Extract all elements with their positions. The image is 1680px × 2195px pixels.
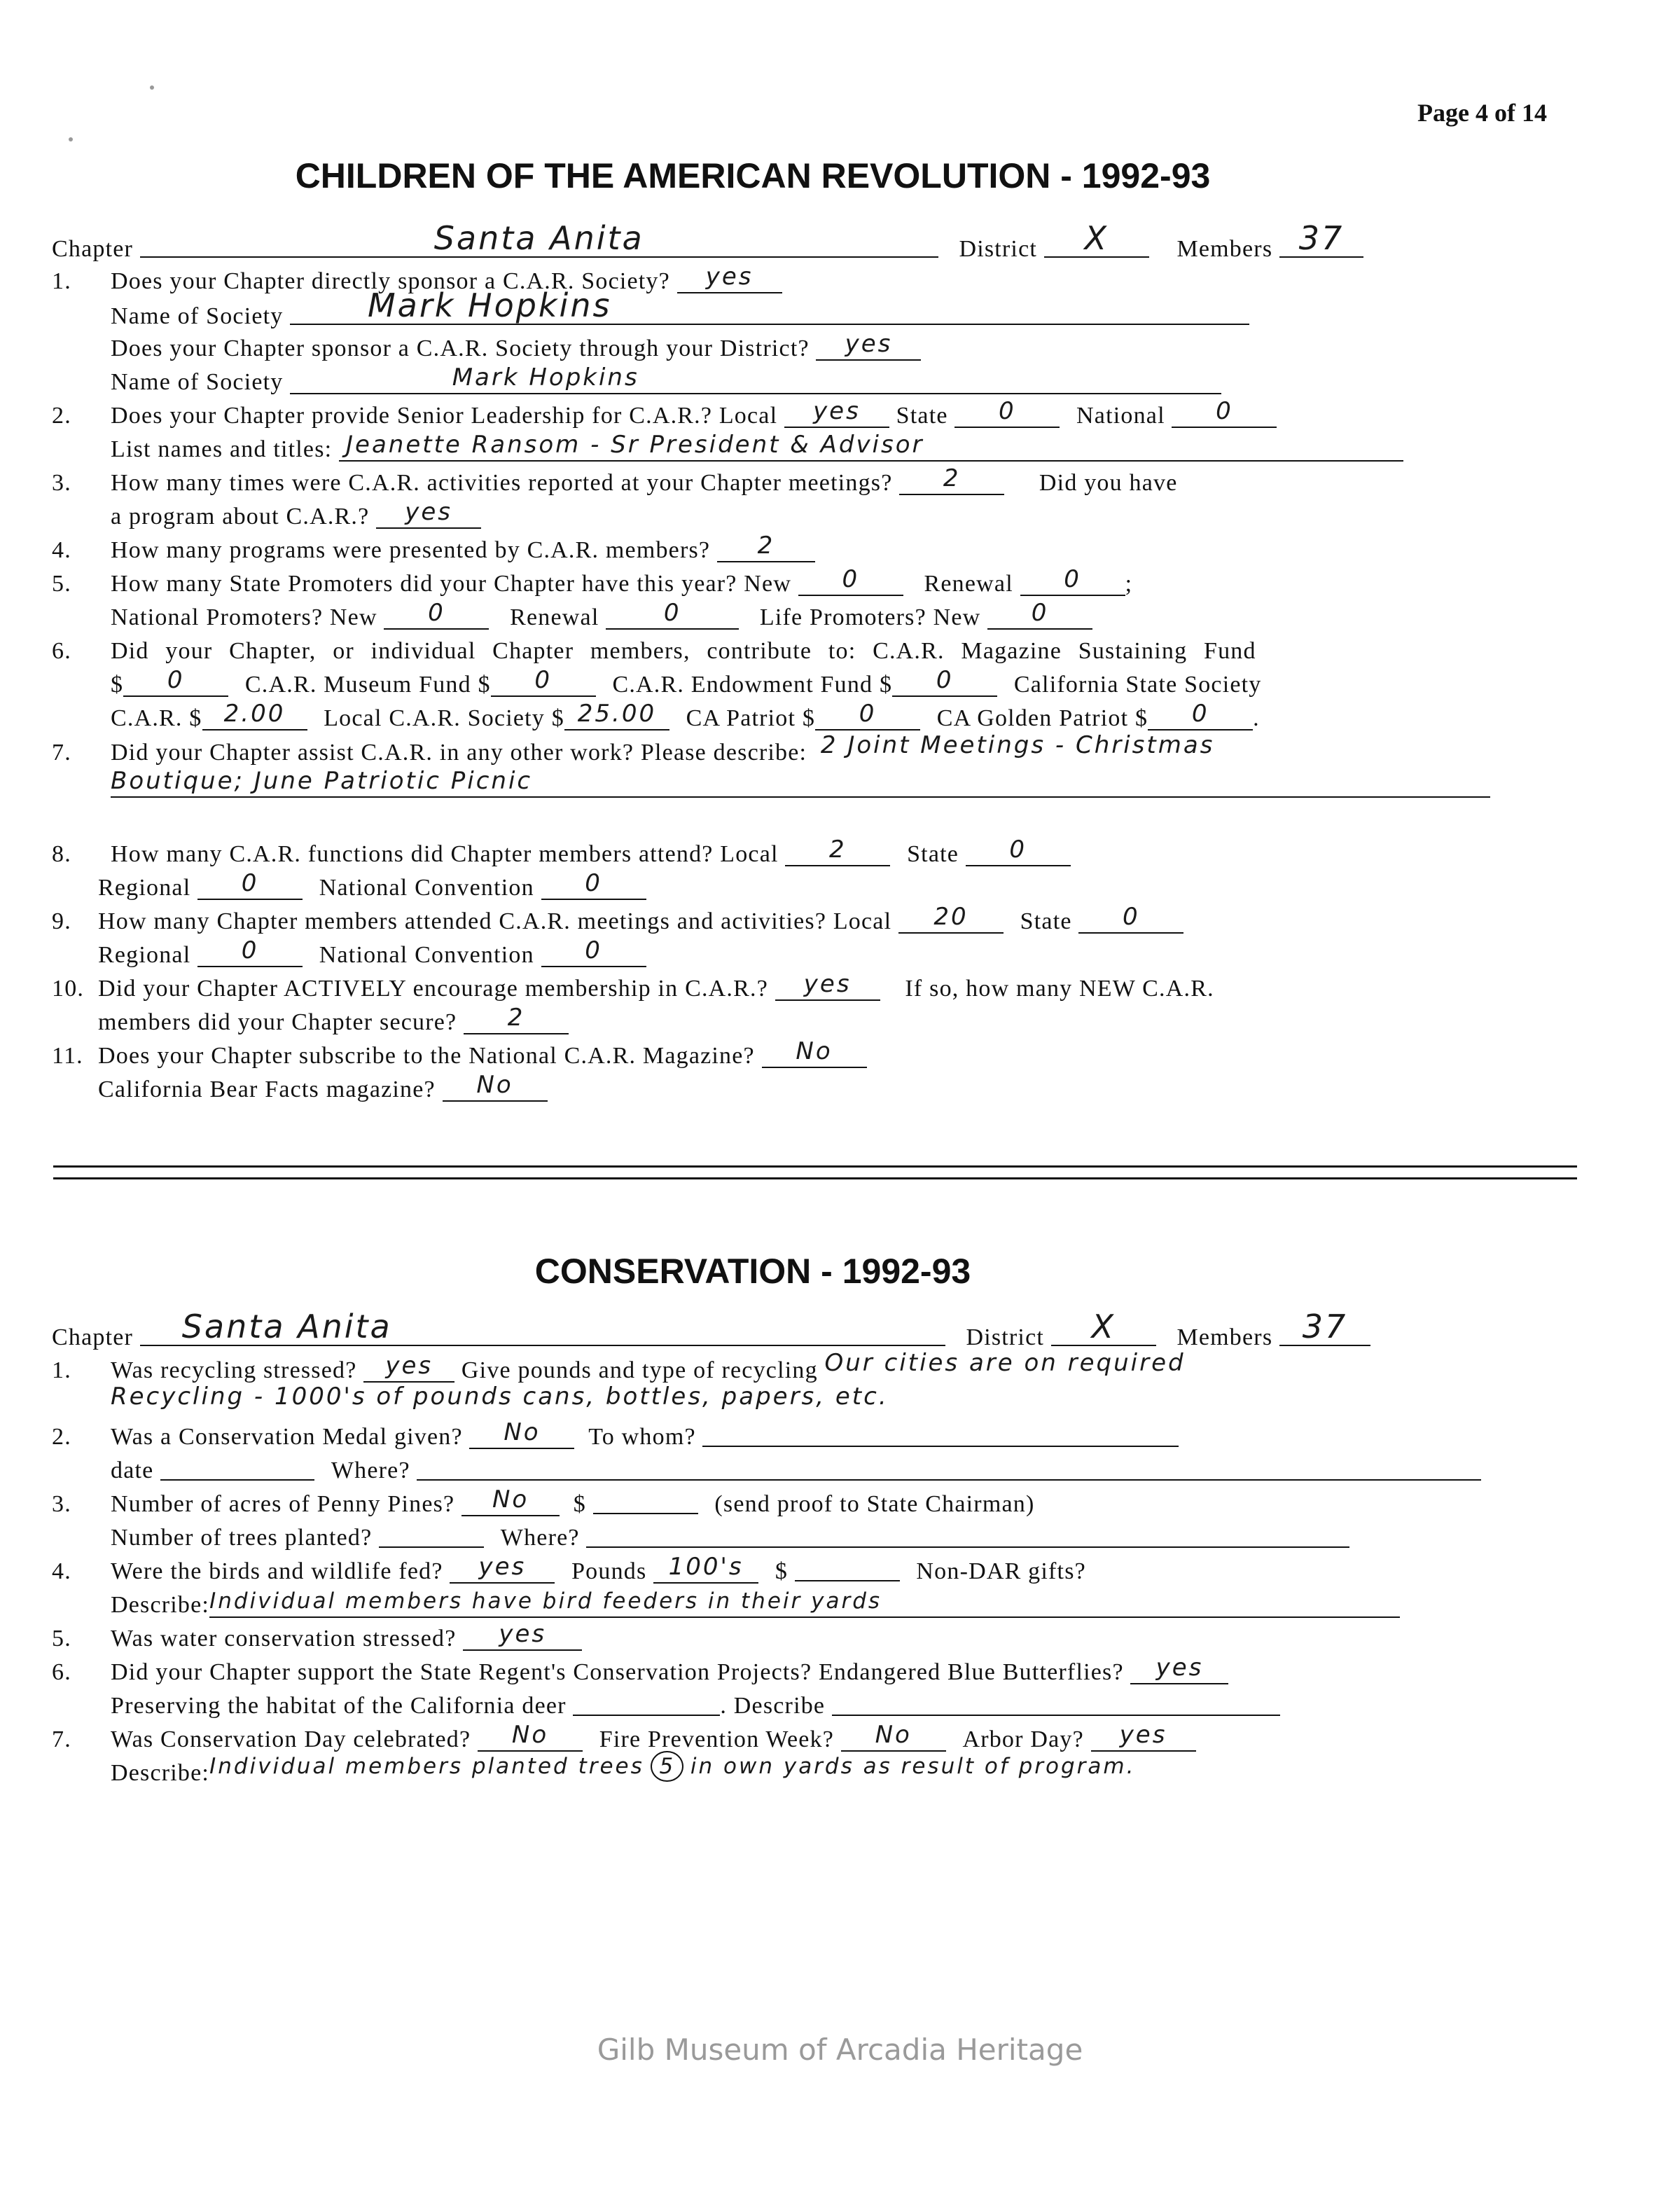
conservation-form-section <box>52 1308 1571 1790</box>
question-text: Did your Chapter assist C.A.R. in any other work? Please describe: <box>111 740 807 766</box>
answer-field <box>491 666 596 697</box>
answer-value: yes <box>1155 1654 1204 1682</box>
field-label: Where? <box>500 1525 580 1551</box>
answer-value: 25.00 <box>577 700 657 728</box>
answer-field <box>450 1553 555 1584</box>
field-label: $ <box>573 1491 586 1517</box>
answer-field <box>376 498 481 529</box>
field-label: CA Golden Patriot $ <box>936 705 1148 731</box>
answer-field <box>1020 565 1125 596</box>
field-label: California State Society <box>1013 672 1262 698</box>
answer-value: 0 <box>859 700 877 728</box>
field-label: Regional <box>98 942 191 968</box>
answer-field <box>841 1721 946 1752</box>
section-separator <box>53 1165 1577 1179</box>
question-text: How many programs were presented by C.A.R. members? <box>111 537 711 563</box>
question-number: 3. <box>52 470 71 496</box>
field-label: . Describe <box>720 1693 826 1719</box>
answer-value: 0 <box>1123 903 1140 931</box>
question-text: Did you have <box>1039 470 1178 496</box>
field-label: Name of Society <box>111 369 284 395</box>
car-q6c-line <box>52 702 1571 735</box>
question-text: Number of acres of Penny Pines? <box>111 1491 455 1517</box>
field-label: Life Promoters? New <box>759 604 981 630</box>
answer-field <box>478 1721 583 1752</box>
answer-value: No <box>875 1721 912 1749</box>
question-number: 7. <box>52 740 71 766</box>
question-text: How many C.A.R. functions did Chapter members attend? Local <box>111 841 779 867</box>
car-q10-line <box>52 972 1571 1006</box>
cons-q3-line <box>52 1488 1571 1521</box>
car-q3c-line <box>52 500 1571 534</box>
field-label: $ <box>111 672 124 698</box>
answer-field <box>197 936 303 967</box>
question-number: 1. <box>52 268 71 294</box>
question-number: 2. <box>52 403 71 429</box>
district-field <box>1051 1308 1156 1346</box>
answer-value: yes <box>813 397 861 425</box>
answer-value: 0 <box>585 869 602 897</box>
field-label: C.A.R. Museum Fund $ <box>244 672 491 698</box>
question-number: 6. <box>52 638 71 664</box>
answer-value: 0 <box>999 397 1016 425</box>
field-label: Pounds <box>571 1558 647 1584</box>
field-label: National <box>1076 403 1165 429</box>
question-text: Was water conservation stressed? <box>111 1626 457 1652</box>
district-label: District <box>966 1324 1045 1350</box>
answer-value: 2.00 <box>223 700 286 728</box>
car-q6-line <box>52 635 1571 668</box>
answer-field <box>892 666 997 697</box>
answer-field <box>363 1352 454 1383</box>
answer-value: yes <box>405 498 452 526</box>
answer-value: Mark Hopkins <box>367 286 612 324</box>
question-text: Does your Chapter provide Senior Leadership for C.A.R.? Local <box>111 403 778 429</box>
answer-value: 0 <box>1064 565 1081 593</box>
car-q6b-line <box>52 668 1571 702</box>
answer-field <box>899 464 1004 495</box>
cons-q1-desc-line <box>52 1383 1571 1420</box>
district-value: X <box>1084 219 1109 257</box>
car-q3-line <box>52 466 1571 500</box>
cons-q4-describe-line <box>52 1588 1571 1622</box>
answer-field <box>798 565 903 596</box>
cons-q7-line <box>52 1723 1571 1757</box>
answer-value: Boutique; June Patriotic Picnic <box>111 767 533 795</box>
cons-q7-describe-line <box>52 1754 1571 1790</box>
answer-field <box>290 286 1249 325</box>
question-number: 1. <box>52 1357 71 1383</box>
question-number: 4. <box>52 537 71 563</box>
members-value: 37 <box>1298 219 1345 257</box>
answer-value: yes <box>385 1352 433 1380</box>
question-text: Did your Chapter support the State Regent's Conservation Projects? Endangered Blue Butterflies? <box>111 1659 1124 1685</box>
answer-field <box>290 363 1221 394</box>
question-text: If so, how many NEW C.A.R. <box>905 976 1214 1002</box>
cons-q4-line <box>52 1555 1571 1588</box>
question-number: 8. <box>52 841 71 867</box>
answer-field <box>816 330 921 361</box>
district-value: X <box>1091 1308 1116 1345</box>
district-field <box>1044 219 1149 258</box>
car-q9b-line <box>52 936 1571 972</box>
question-number: 5. <box>52 1626 71 1652</box>
field-label: National Convention <box>319 875 534 901</box>
trees-field <box>379 1521 484 1548</box>
members-field <box>1279 219 1363 258</box>
car-q11b-line <box>52 1073 1571 1107</box>
field-label: List names and titles: <box>111 436 333 462</box>
answer-field <box>463 1620 582 1651</box>
answer-field <box>784 397 889 428</box>
answer-value: 0 <box>1031 599 1049 627</box>
field-label: Where? <box>331 1457 410 1483</box>
field-label: To whom? <box>588 1424 696 1450</box>
answer-value: 20 <box>933 903 969 931</box>
car-q1-name-line <box>52 286 1571 332</box>
car-q7-line <box>52 731 1571 769</box>
answer-value: No <box>476 1071 513 1099</box>
answer-field <box>1148 700 1253 730</box>
question-text: National Promoters? New <box>111 604 377 630</box>
members-field <box>1279 1308 1370 1346</box>
answer-value: 0 <box>842 565 860 593</box>
question-text: Does your Chapter sponsor a C.A.R. Society through your District? <box>111 335 810 361</box>
field-label: Regional <box>98 875 191 901</box>
circled-number: 5 <box>651 1751 683 1782</box>
date-field <box>160 1454 314 1481</box>
cons-q3b-line <box>52 1521 1571 1555</box>
answer-value: 0 <box>241 936 259 964</box>
answer-value: 0 <box>534 666 553 694</box>
field-label: Non-DAR gifts? <box>916 1558 1086 1584</box>
answer-value: 0 <box>1216 397 1233 425</box>
page-number: Page 4 of 14 <box>1417 99 1547 127</box>
cons-q1-line <box>52 1349 1571 1387</box>
field-label: State <box>907 841 959 867</box>
car-q7b-line <box>52 769 1571 803</box>
car-q8b-line <box>52 871 1571 905</box>
answer-field <box>461 1486 560 1516</box>
conservation-section-title: CONSERVATION - 1992-93 <box>534 1252 971 1291</box>
where-field <box>417 1454 1481 1481</box>
answer-value: yes <box>478 1553 527 1581</box>
field-label: Describe: <box>111 1760 210 1786</box>
answer-field <box>339 431 1403 462</box>
members-value: 37 <box>1302 1308 1348 1345</box>
cons-q5-line <box>52 1622 1571 1656</box>
answer-value: 0 <box>1009 836 1027 864</box>
answer-field <box>202 700 307 730</box>
answer-field <box>1078 903 1183 934</box>
car-chapter-line <box>52 219 1571 265</box>
answer-field <box>541 936 646 967</box>
scan-speck <box>150 85 154 90</box>
answer-field <box>384 599 489 630</box>
field-label: National Convention <box>319 942 534 968</box>
punctuation: . <box>1253 705 1260 731</box>
answer-value: yes <box>705 263 754 291</box>
answer-field <box>1130 1654 1228 1684</box>
answer-value: 0 <box>1191 700 1209 728</box>
question-number: 10. <box>52 976 85 1002</box>
field-label: State <box>896 403 948 429</box>
field-label: date <box>111 1457 154 1483</box>
answer-field <box>717 532 815 562</box>
answer-field <box>606 599 739 630</box>
answer-field <box>111 767 1490 798</box>
field-label: Renewal <box>510 604 599 630</box>
answer-value: 0 <box>663 599 681 627</box>
answer-field <box>209 1588 1400 1618</box>
question-text: California Bear Facts magazine? <box>98 1076 436 1102</box>
question-text: Did your Chapter ACTIVELY encourage membership in C.A.R.? <box>98 976 768 1002</box>
car-q2-line <box>52 399 1571 433</box>
deer-field <box>573 1689 720 1716</box>
question-text: Does your Chapter subscribe to the National C.A.R. Magazine? <box>98 1043 755 1069</box>
answer-field <box>197 869 303 900</box>
answer-value: 0 <box>241 869 259 897</box>
question-text: Was a Conservation Medal given? <box>111 1424 463 1450</box>
footer-watermark: Gilb Museum of Arcadia Heritage <box>597 2033 1083 2067</box>
question-number: 7. <box>52 1726 71 1752</box>
note-text: (send proof to State Chairman) <box>714 1491 1035 1517</box>
answer-value: in own yards as result of program. <box>690 1754 1136 1779</box>
question-text: Did your Chapter, or individual Chapter members, contribute to: C.A.R. Magazine Sustaining Fund <box>111 638 1256 664</box>
car-q11-line <box>52 1039 1571 1073</box>
answer-field <box>677 263 782 293</box>
answer-field <box>775 970 880 1001</box>
answer-value: Jeanette Ransom - Sr President & Advisor <box>346 431 924 459</box>
answer-value: No <box>504 1418 541 1446</box>
question-number: 4. <box>52 1558 71 1584</box>
district-label: District <box>959 236 1038 262</box>
answer-field <box>1172 397 1277 428</box>
question-text: a program about C.A.R.? <box>111 504 370 529</box>
cons-q2-line <box>52 1420 1571 1454</box>
car-q5-line <box>52 567 1571 601</box>
car-q4-line <box>52 534 1571 567</box>
field-label: C.A.R. $ <box>111 705 202 731</box>
car-q1b-line <box>52 332 1571 366</box>
answer-value: Our cities are on required <box>824 1349 1186 1377</box>
question-text: Was recycling stressed? <box>111 1357 357 1383</box>
answer-value: yes <box>803 970 852 998</box>
amount-field <box>795 1555 900 1581</box>
question-text: How many Chapter members attended C.A.R. meetings and activities? Local <box>98 908 892 934</box>
chapter-label: Chapter <box>52 1324 134 1350</box>
question-text: Preserving the habitat of the California deer <box>111 1693 567 1719</box>
question-number: 2. <box>52 1424 71 1450</box>
field-label: Arbor Day? <box>962 1726 1084 1752</box>
describe-field <box>832 1689 1280 1716</box>
question-number: 6. <box>52 1659 71 1685</box>
answer-field <box>815 700 920 730</box>
answer-value: Mark Hopkins <box>452 363 639 392</box>
whom-field <box>702 1420 1179 1447</box>
answer-value: No <box>796 1037 833 1065</box>
question-text: Was Conservation Day celebrated? <box>111 1726 471 1752</box>
field-label: Fire Prevention Week? <box>599 1726 835 1752</box>
where-field <box>586 1521 1349 1548</box>
car-q1b-name-line <box>52 363 1571 399</box>
answer-value: Individual members have bird feeders in their yards <box>209 1588 882 1614</box>
question-number: 9. <box>52 908 71 934</box>
cons-chapter-line <box>52 1308 1571 1353</box>
field-label: $ <box>775 1558 789 1584</box>
field-label: CA Patriot $ <box>686 705 816 731</box>
question-text: Number of trees planted? <box>111 1525 373 1551</box>
chapter-value: Santa Anita <box>433 219 644 257</box>
answer-field <box>464 1004 569 1034</box>
answer-field <box>1091 1721 1196 1752</box>
question-text: How many State Promoters did your Chapter have this year? New <box>111 571 792 597</box>
field-label: Renewal <box>924 571 1013 597</box>
car-form-section <box>52 219 1571 1107</box>
car-section-title: CHILDREN OF THE AMERICAN REVOLUTION - 1992-93 <box>295 156 1211 195</box>
answer-value: No <box>511 1721 549 1749</box>
car-q2-list-line <box>52 433 1571 466</box>
chapter-label: Chapter <box>52 236 134 262</box>
question-number: 5. <box>52 571 71 597</box>
members-label: Members <box>1176 1324 1273 1350</box>
question-text: How many times were C.A.R. activities reported at your Chapter meetings? <box>111 470 893 496</box>
answer-value: 2 <box>757 532 775 560</box>
answer-value: 2 <box>943 464 961 492</box>
answer-value: 0 <box>167 666 185 694</box>
answer-value: 2 Joint Meetings - Christmas <box>820 731 1215 759</box>
answer-value: Recycling - 1000's of pounds cans, bottles, papers, etc. <box>111 1383 889 1411</box>
cons-q6-line <box>52 1656 1571 1689</box>
answer-value: 0 <box>936 666 954 694</box>
answer-field <box>653 1553 758 1584</box>
cons-q2b-line <box>52 1454 1571 1488</box>
car-q10c-line <box>52 1006 1571 1039</box>
members-label: Members <box>1176 236 1273 262</box>
answer-value: No <box>492 1486 529 1514</box>
answer-value: 0 <box>428 599 445 627</box>
chapter-field <box>140 219 938 258</box>
question-text: Give pounds and type of recycling <box>461 1357 818 1383</box>
answer-field <box>954 397 1060 428</box>
car-q5b-line <box>52 601 1571 635</box>
punctuation: ; <box>1125 571 1133 597</box>
car-q1-line <box>52 265 1571 298</box>
field-label: Local C.A.R. Society $ <box>324 705 564 731</box>
answer-value: 0 <box>585 936 602 964</box>
answer-field <box>443 1071 548 1102</box>
answer-value: 2 <box>829 836 847 864</box>
answer-field <box>987 599 1092 630</box>
answer-value: yes <box>1119 1721 1167 1749</box>
scan-speck <box>69 137 73 141</box>
answer-field <box>564 700 669 730</box>
answer-value: 100's <box>668 1553 744 1581</box>
answer-field <box>966 836 1071 866</box>
amount-field <box>593 1488 698 1514</box>
answer-field <box>469 1418 574 1449</box>
question-number: 3. <box>52 1491 71 1517</box>
question-number: 11. <box>52 1043 83 1069</box>
answer-value: 2 <box>507 1004 525 1032</box>
question-text: members did your Chapter secure? <box>98 1009 457 1035</box>
answer-field <box>541 869 646 900</box>
question-text: Were the birds and wildlife fed? <box>111 1558 443 1584</box>
answer-value: Individual members planted trees <box>209 1754 644 1779</box>
chapter-field <box>140 1308 945 1346</box>
answer-value: yes <box>845 330 893 358</box>
field-label: Name of Society <box>111 303 284 329</box>
chapter-value: Santa Anita <box>181 1308 392 1345</box>
field-label: Describe: <box>111 1592 210 1618</box>
answer-field <box>123 666 228 697</box>
answer-field <box>762 1037 867 1068</box>
cons-q6b-line <box>52 1689 1571 1723</box>
car-q9-line <box>52 905 1571 939</box>
answer-value: yes <box>499 1620 547 1648</box>
car-q8-line <box>52 838 1571 871</box>
field-label: State <box>1020 908 1072 934</box>
field-label: C.A.R. Endowment Fund $ <box>612 672 893 698</box>
answer-field <box>898 903 1004 934</box>
question-text: Does your Chapter directly sponsor a C.A.R. Society? <box>111 268 670 294</box>
answer-field <box>785 836 890 866</box>
